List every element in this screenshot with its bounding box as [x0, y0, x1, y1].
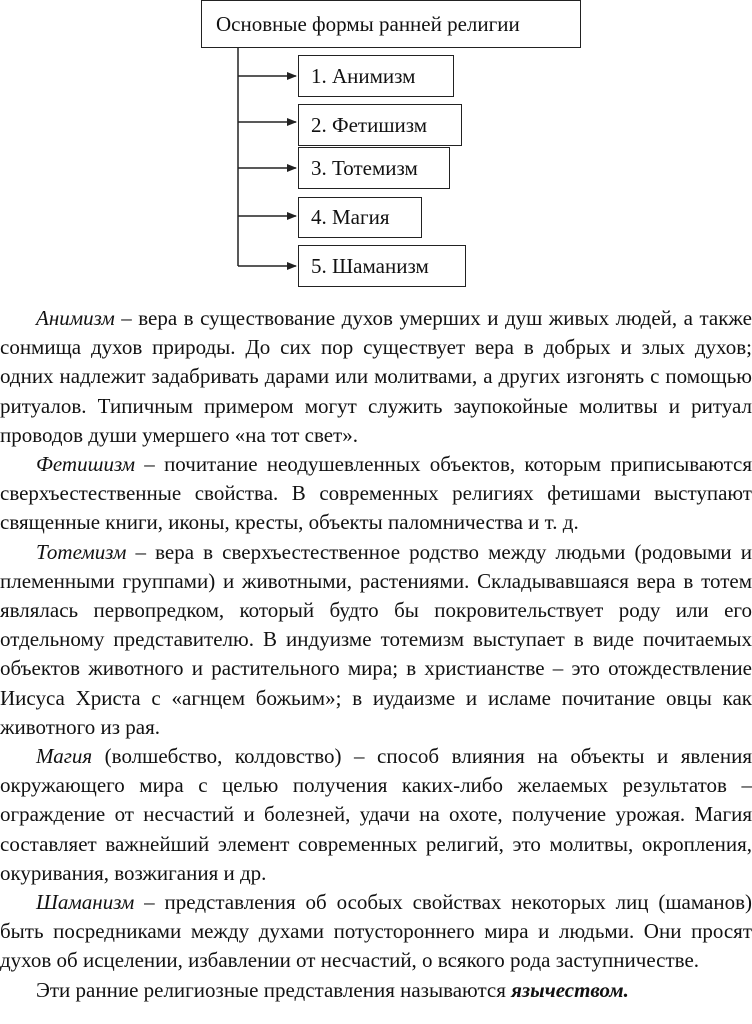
paragraph-body: – почитание неодушевленных объектов, которым приписываются сверхъестественные свойства. В современных религиях фетишами выступают священные книги, иконы, кресты, объекты паломничества и т. д. [0, 452, 752, 535]
diagram-item-fetishism [298, 104, 462, 146]
diagram-title-box [201, 0, 581, 48]
body-text [0, 304, 752, 1005]
paragraph-body: – вера в существование духов умерших и душ живых людей, а также сонмища духов природы. До сих пор существует вера в добрых и злых духов; одних надлежит задабривать дарами или молитвами, а других изгонять с помощью ритуалов. Типичным примером могут служить заупокойные молитвы и ритуал проводов души умершего «на тот свет». [0, 306, 752, 447]
diagram-item-magic [298, 197, 422, 238]
term-fetishism: Фетишизм [36, 452, 136, 477]
paragraph-magic [0, 742, 752, 888]
term-paganism: язычеством. [511, 977, 629, 1002]
paragraph-body: – вера в сверхъестественное родство между людьми (родовыми и племенными группами) и животными, растениями. Складывавшаяся вера в тотем являлась первопредком, который будто бы покровительствует роду или его отдельному представителю. В индуизме тотемизм выступает в виде почитаемых объектов животного и растительного мира; в христианстве – это отождествление Иисуса Христа с «агнцем божьим»; в иудаизме и исламе почитание овцы как животного из рая. [0, 539, 752, 739]
conclusion-text: Эти ранние религиозные представления называются [36, 977, 512, 1002]
paragraph-animism [0, 304, 752, 450]
term-magic: Магия [36, 744, 93, 769]
paragraph-body: (волшебство, колдовство) – способ влияния на объекты и явления окружающего мира с целью получения каких-либо желаемых результатов – ограждение от несчастий и болезней, удачи на охоте, получение урожая. Магия составляет важнейший элемент современных религий, это молитвы, окропления, окуривания, возжигания и др. [0, 744, 752, 885]
paragraph-conclusion [0, 976, 752, 1005]
paragraph-fetishism [0, 450, 752, 538]
diagram-item-label: 4. Магия [311, 205, 390, 229]
diagram-item-totemism [298, 147, 450, 189]
forms-diagram [0, 0, 752, 300]
diagram-item-animism [298, 55, 454, 97]
diagram-item-label: 3. Тотемизм [311, 155, 418, 180]
diagram-title: Основные формы ранней религии [216, 11, 520, 36]
diagram-item-label: 2. Фетишизм [311, 112, 428, 137]
paragraph-shamanism [0, 888, 752, 976]
term-shamanism: Шаманизм [36, 890, 135, 915]
diagram-item-label: 5. Шаманизм [311, 253, 429, 278]
diagram-item-shamanism [298, 245, 466, 287]
term-animism: Анимизм [36, 306, 115, 330]
paragraph-body: – представления об особых свойствах некоторых лиц (шаманов) быть посредниками между духами потустороннего мира и людьми. Они просят духов об исцелении, избавлении от несчастий, о всякого рода заступничестве. [0, 890, 752, 973]
paragraph-totemism [0, 538, 752, 742]
diagram-item-label: 1. Анимизм [311, 63, 416, 88]
term-totemism: Тотемизм [36, 539, 127, 564]
